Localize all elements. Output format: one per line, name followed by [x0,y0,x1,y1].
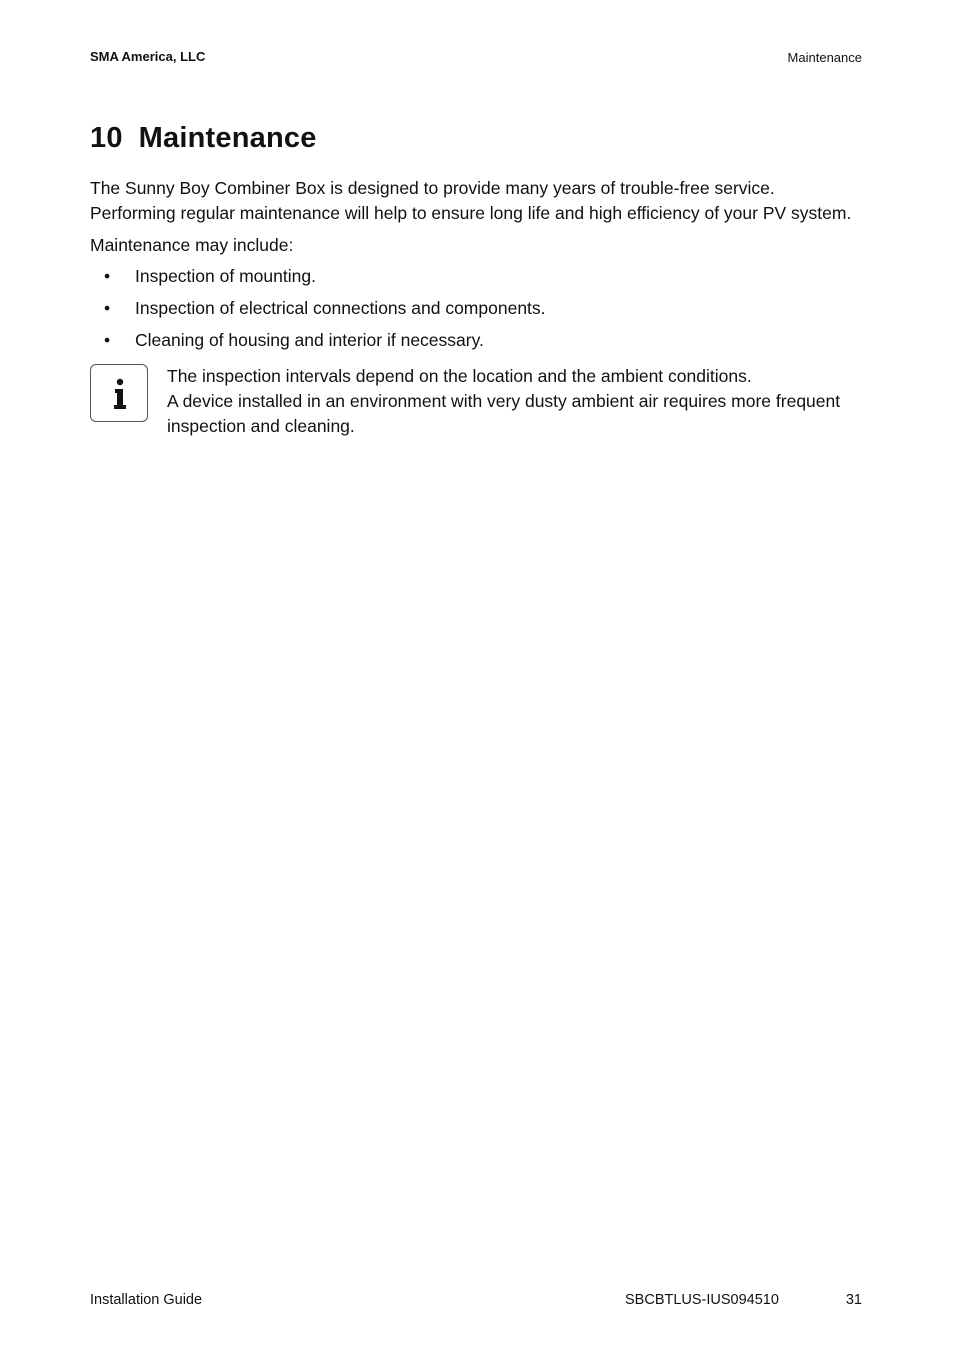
chapter-title: Maintenance [138,122,317,154]
info-icon [90,364,148,422]
footer-doc-code: SBCBTLUS-IUS094510 [625,1292,779,1308]
header-section: Maintenance [787,50,862,65]
bullet-icon: • [104,266,111,286]
footer-doc-type: Installation Guide [90,1292,203,1308]
intro-paragraph [90,176,870,226]
info-note [167,364,867,439]
chapter-number: 10 [90,122,123,154]
header-company: SMA America, LLC [90,49,206,64]
maintenance-list [90,264,546,360]
list-item [90,264,546,296]
note-line: The inspection intervals depend on the location and the ambient conditions. [167,366,752,386]
list-item-text: Cleaning of housing and interior if necessary. [135,330,484,350]
page-title [90,122,317,155]
list-item-text: Inspection of mounting. [135,266,316,286]
intro-line: Performing regular maintenance will help to ensure long life and high efficiency of your PV system. [90,203,852,223]
page-number: 31 [845,1292,862,1308]
list-item [90,328,546,360]
list-item [90,296,546,328]
intro-line: The Sunny Boy Combiner Box is designed to provide many years of trouble-free service. [90,178,775,198]
list-item-text: Inspection of electrical connections and components. [135,298,546,318]
note-line: A device installed in an environment with very dusty ambient air requires more frequent inspection and cleaning. [167,391,841,436]
maintenance-intro: Maintenance may include: [90,235,294,255]
bullet-icon: • [104,298,111,318]
bullet-icon: • [104,330,111,350]
